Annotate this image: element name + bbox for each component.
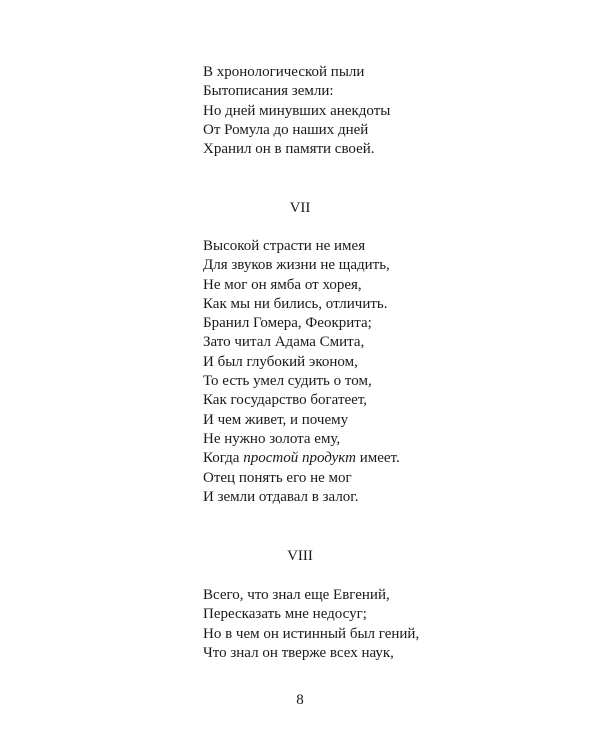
verse-line: Но дней минувших анекдоты bbox=[203, 102, 391, 119]
verse-line: Хранил он в памяти своей. bbox=[203, 141, 375, 158]
italic-phrase: простой продукт bbox=[243, 450, 356, 467]
verse-line: Бранил Гомера, Феокрита; bbox=[203, 315, 372, 332]
verse-line: И чем живет, и почему bbox=[203, 411, 349, 428]
stanza-continued bbox=[203, 63, 390, 159]
verse-line: В хронологической пыли bbox=[203, 64, 365, 80]
verse-line: И земли отдавал в залог. bbox=[203, 488, 359, 505]
verse-line-with-italic bbox=[203, 449, 400, 468]
verse-line: Но в чем он истинный был гений, bbox=[203, 625, 420, 642]
verse-line: То есть умел судить о том, bbox=[203, 373, 372, 390]
verse-line: Бытописания земли: bbox=[203, 83, 334, 100]
chapter-heading-vii: VII bbox=[289, 200, 311, 216]
verse-line: Всего, что знал еще Евгений, bbox=[203, 587, 390, 603]
verse-line: От Ромула до наших дней bbox=[203, 121, 369, 138]
verse-line: Не мог он ямба от хорея, bbox=[203, 276, 362, 293]
verse-line: Как мы ни бились, отличить. bbox=[203, 295, 388, 312]
verse-fragment: имеет. bbox=[355, 450, 400, 467]
verse-line: Для звуков жизни не щадить, bbox=[203, 257, 390, 274]
page-number: 8 bbox=[296, 692, 304, 708]
verse-line: И был глубокий эконом, bbox=[203, 353, 358, 370]
verse-line: Зато читал Адама Смита, bbox=[203, 334, 365, 351]
chapter-heading-viii: VIII bbox=[287, 548, 313, 564]
stanza-vii bbox=[203, 237, 400, 507]
verse-line: Высокой страсти не имея bbox=[203, 238, 366, 254]
verse-line: Что знал он тверже всех наук, bbox=[203, 644, 394, 661]
verse-line: Как государство богатеет, bbox=[203, 392, 368, 409]
verse-line: Не нужно золота ему, bbox=[203, 430, 341, 447]
verse-line: Отец понять его не мог bbox=[203, 469, 352, 486]
verse-fragment: Когда bbox=[203, 450, 244, 467]
stanza-viii bbox=[203, 586, 419, 663]
verse-line: Пересказать мне недосуг; bbox=[203, 606, 367, 623]
